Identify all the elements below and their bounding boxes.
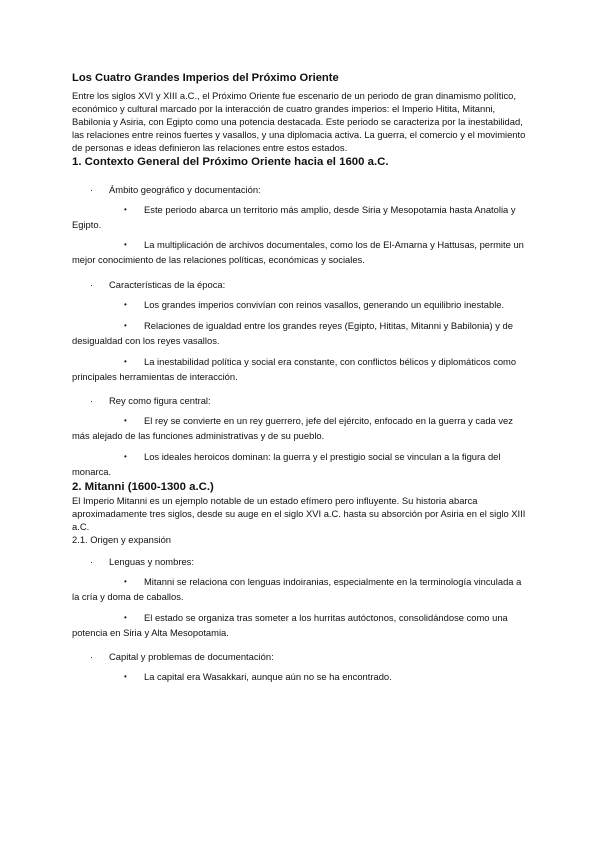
intro-paragraph: Entre los siglos XVI y XIII a.C., el Próximo Oriente fue escenario de un periodo de gran dinamismo político, económico y cultural marcado por la interacción de cuatro grandes imperios: el Imperio Hitita, Mitanni, Babilonia y Asiria, con Egipto como una potencia destacada. Este periodo se caracteriza por la inestabilidad, las relaciones entre reinos fuertes y vasallos, y una diplomacia activa. La guerra, el comercio y el movimiento de personas e ideas definieron las relaciones entre estos estados. xyxy=(72,90,526,153)
sub-list-item xyxy=(72,318,530,348)
section-2-intro: El Imperio Mitanni es un ejemplo notable de un estado efímero pero influyente. Su historia abarca aproximadamente tres siglos, desde su auge en el siglo XVI a.C. hasta su absorción por Asiria en el siglo XIII a.C. xyxy=(72,495,526,532)
sub-bullet: • xyxy=(124,240,127,249)
sub-bullet: • xyxy=(124,452,127,461)
sub-bullet: • xyxy=(124,672,127,681)
sub-list-item xyxy=(72,610,530,640)
sub-bullet: • xyxy=(124,300,127,309)
sub-list-item xyxy=(72,202,530,232)
list-item-label: Capital y problemas de documentación: xyxy=(109,651,274,662)
sub-list-item-text: El estado se organiza tras someter a los hurritas autóctonos, consolidándose como una potencia en Siria y Alta Mesopotamia. xyxy=(72,612,508,638)
section-2-subheading: 2.1. Origen y expansión xyxy=(72,534,172,545)
sub-list-item-text: Este periodo abarca un territorio más amplio, desde Siria y Mesopotamia hasta Anatolia y Egipto. xyxy=(72,204,516,230)
document-title: Los Cuatro Grandes Imperios del Próximo Oriente xyxy=(72,72,339,84)
section-2-heading: 2. Mitanni (1600-1300 a.C.) xyxy=(72,481,214,493)
list-item xyxy=(72,278,530,291)
sub-list-item xyxy=(72,669,530,684)
list-item-label: Rey como figura central: xyxy=(109,395,211,406)
sub-list-item xyxy=(72,354,530,384)
sub-bullet: • xyxy=(124,416,127,425)
list-item xyxy=(72,555,530,568)
sub-bullet: • xyxy=(124,613,127,622)
sub-list-item-text: El rey se convierte en un rey guerrero, jefe del ejército, enfocado en la guerra y cada vez más alejado de las funciones administrativas y de su pueblo. xyxy=(72,415,513,441)
bullet: · xyxy=(90,279,94,290)
bullet: · xyxy=(90,651,94,662)
sub-list-item xyxy=(72,237,530,267)
bullet: · xyxy=(90,184,94,195)
list-item-label: Ámbito geográfico y documentación: xyxy=(109,184,261,195)
section-1-heading: 1. Contexto General del Próximo Oriente hacia el 1600 a.C. xyxy=(72,156,389,168)
sub-bullet: • xyxy=(124,321,127,330)
list-item xyxy=(72,394,530,407)
sub-bullet: • xyxy=(124,205,127,214)
list-item xyxy=(72,183,530,196)
list-item xyxy=(72,650,530,663)
sub-list-item-text: Los ideales heroicos dominan: la guerra y el prestigio social se vinculan a la figura del monarca. xyxy=(72,451,501,477)
sub-bullet: • xyxy=(124,357,127,366)
list-item-label: Lenguas y nombres: xyxy=(109,556,194,567)
sub-list-item xyxy=(72,574,530,604)
sub-list-item-text: Mitanni se relaciona con lenguas indoiranias, especialmente en la terminología vinculada a la cría y doma de caballos. xyxy=(72,576,522,602)
sub-list-item-text: La inestabilidad política y social era constante, con conflictos bélicos y diplomáticos como principales herramientas de interacción. xyxy=(72,356,517,382)
document-page xyxy=(72,72,530,684)
bullet: · xyxy=(90,556,94,567)
sub-list-item-text: Los grandes imperios convivían con reinos vasallos, generando un equilibrio inestable. xyxy=(144,299,505,310)
sub-list-item xyxy=(72,413,530,443)
list-item-label: Características de la época: xyxy=(109,279,226,290)
bullet: · xyxy=(90,395,94,406)
sub-list-item-text: La multiplicación de archivos documentales, como los de El-Amarna y Hattusas, permite un mejor conocimiento de las relaciones políticas, económicas y sociales. xyxy=(72,239,524,265)
sub-list-item-text: Relaciones de igualdad entre los grandes reyes (Egipto, Hititas, Mitanni y Babilonia) y de desigualdad con los reyes vasallos. xyxy=(72,320,513,346)
sub-list-item xyxy=(72,297,530,312)
sub-bullet: • xyxy=(124,577,127,586)
sub-list-item-text: La capital era Wasakkari, aunque aún no se ha encontrado. xyxy=(144,671,392,682)
sub-list-item xyxy=(72,449,530,479)
